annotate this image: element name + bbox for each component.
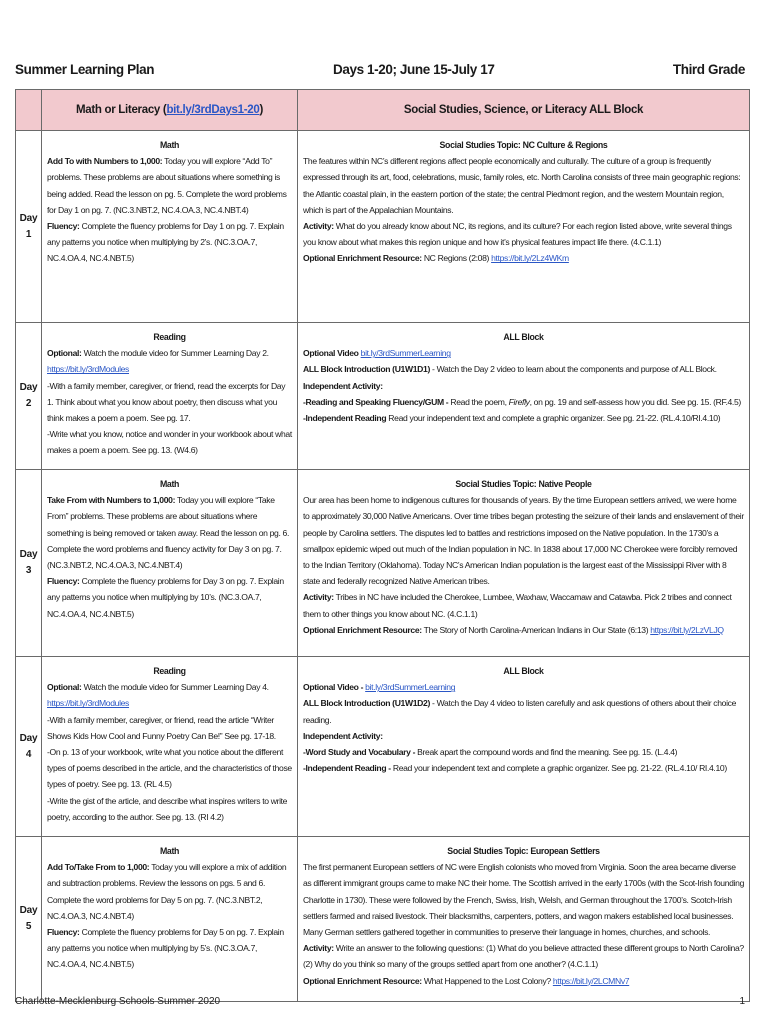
fluency-text: Fluency: Complete the fluency problems for Day 1 on pg. 7. Explain any patterns you notice when multiplying by 2’s. (NC.3.OA.7, NC.4.OA.4, NC.4.NBT.5) [47,221,284,264]
lesson-text: Optional: Watch the module video for Summer Learning Day 2. [47,348,269,359]
subject-heading: Math [159,479,180,489]
resource-link[interactable]: https://bit.ly/2Lz4WKm [491,253,569,264]
lesson-text: -On p. 13 of your workbook, write what you notice about the different types of poems described in the article, and the characteristics of those types of poetry. See pg. 13. (RL 4.5) [47,747,292,790]
right-cell [298,470,750,657]
day-label: Day 1 [16,131,42,323]
subject-heading: Math [159,846,180,856]
lesson-text: Add To/Take From to 1,000: Today you will explore a mix of addition and subtraction problems. Review the lessons on pgs. 5 and 6. Complete the word problems for Day 5 on pg. 7. (NC.3.NBT.2, NC.4.OA.3, NC.4.NBT.4) [47,862,287,921]
resource-link[interactable]: https://bit.ly/2LzVLJQ [650,624,724,635]
video-link[interactable]: bit.ly/3rdSummerLearning [365,682,456,693]
day-row [16,323,750,470]
page-footer [15,996,745,1007]
corner-cell [16,90,42,131]
day-row [16,131,750,323]
lesson-text: Add To with Numbers to 1,000: Today you will explore “Add To” problems. These problems are about situations where something is being added. Read the lesson on pg. 5. Complete the word problems for Day 1 on pg. 7. (NC.3.NBT.2, NC.4.OA.3, NC.4.NBT.4) [47,156,287,215]
activity-text: -Independent Reading - Read your independent text and complete a graphic organizer. See pg. 21-22. (RL.4.10/ RI.4.10) [303,763,727,774]
topic-heading: Social Studies Topic: NC Culture & Regions [439,140,608,150]
page-header [15,62,745,82]
resource-link[interactable]: https://bit.ly/2LCMNv7 [552,975,630,986]
day-label: Day 3 [16,470,42,657]
topic-heading: Social Studies Topic: Native People [455,479,592,489]
footer-org: Charlotte-Mecklenburg Schools Summer 2020 [15,996,221,1007]
subject-heading: Reading [153,332,186,342]
left-cell [42,323,298,470]
days-link[interactable]: bit.ly/3rdDays1-20 [166,104,260,116]
activity-text: -Word Study and Vocabulary - Break apart the compound words and find the meaning. See pg. 15. (L.4.4) [303,747,678,758]
lesson-text: Take From with Numbers to 1,000: Today you will explore “Take From” problems. These problems are about situations where something is being removed or taken away. Read the lesson on pg. 6. Complete the word problems and fluency activity for Day 3 on pg. 7. (NC.3.NBT.2, NC.4.OA.3, NC.4.NBT.4) [47,495,289,571]
right-column-header: Social Studies, Science, or Literacy ALL Block [298,90,750,131]
intro-text: ALL Block Introduction (U1W1D1) - Watch the Day 2 video to learn about the components and purpose of ALL Block. [303,364,717,375]
enrichment-text: Optional Enrichment Resource: NC Regions (2:08) https://bit.ly/2Lz4WKm [303,253,569,264]
topic-heading: Social Studies Topic: European Settlers [447,846,600,856]
activity-text: Activity: Tribes in NC have included the Cherokee, Lumbee, Waxhaw, Waccamaw and Catawba. Pick 2 tribes and connect them to other things you know about NC. (4.C.1.1) [303,592,732,619]
activity-heading: Independent Activity: [303,730,383,741]
day-label: Day 5 [16,837,42,1002]
module-video-link[interactable]: https://bit.ly/3rdModules [47,698,130,709]
enrichment-text: Optional Enrichment Resource: What Happened to the Lost Colony? https://bit.ly/2LCMNv7 [303,975,630,986]
video-link[interactable]: bit.ly/3rdSummerLearning [360,348,451,359]
intro-text: ALL Block Introduction (U1W1D2) - Watch the Day 4 video to listen carefully and ask questions of others about their choice reading. [303,698,737,725]
topic-text: Our area has been home to indigenous cultures for thousands of years. By the time European settlers arrived, we were home to approximately 30,000 Native Americans. Over time tribes began protesting the seizure of their lands and enslavement of their people by Carolina settlers. The disputes led to battles and restrictions imposed on the Native population. In the 1730’s a smallpox epidemic wiped out much of the Indian population in NC. In 1838 about 17,000 NC Cherokee were forcibly removed to the Indian Territory (Oklahoma). Today NC’s American Indian population is the largest east of the Mississippi River with 8 state and federally recognized Native American tribes. [303,495,744,587]
fluency-text: Fluency: Complete the fluency problems for Day 5 on pg. 7. Explain any patterns you notice when multiplying by 5’s. (NC.3.OA.7, NC.4.OA.4, NC.4.NBT.5) [47,927,284,970]
left-column-header: Math or Literacy (bit.ly/3rdDays1-20) [42,90,298,131]
left-cell [42,837,298,1002]
column-header-row [16,90,750,131]
subject-heading: Reading [153,666,186,676]
right-cell [298,837,750,1002]
lesson-text: Optional: Watch the module video for Summer Learning Day 4. [47,682,269,693]
plan-title: Summer Learning Plan [15,62,155,77]
right-cell [298,131,750,323]
lesson-text: -With a family member, caregiver, or friend, read the article “Writer Shows Kids How Cool and Funny Poetry Can Be!” See pg. 17-18. [47,714,276,741]
activity-text: Activity: What do you already know about NC, its regions, and its culture? For each region listed above, write several things you know about what makes this region unique and how it’s physical features impact life there. (4.C.1.1) [303,221,732,248]
schedule-table [15,89,750,1002]
activity-text: Activity: Write an answer to the following questions: (1) What do you believe attracted these different groups to North Carolina? (2) Why do you think so many of the groups settled apart from one another? (4.C.1.1) [303,943,744,970]
page-number: 1 [739,996,745,1007]
day-row [16,657,750,837]
right-cell: ALL Block Optional Video bit.ly/3rdSummerLearning ALL Block Introduction (U1W1D1) - Watch the Day 2 video to learn about the components and purpose of ALL Block. Independent Activity: -Reading and Speaking Fluency/GUM - Read the poem, Firefly, on pg. 19 and self-assess how you did. See pg. 15. (RF.4.5) -Independent Reading Read your independent text and complete a graphic organizer. See pg. 21-22. (RL.4.10/RI.4.10) [298,323,750,470]
grade-label: Third Grade [672,62,745,77]
day-row [16,837,750,1002]
day-label: Day 4 [16,657,42,837]
left-cell [42,657,298,837]
date-range: Days 1-20; June 15-July 17 [333,62,495,77]
lesson-text: -Write the gist of the article, and describe what inspires writers to write poetry, according to the author. See pg. 13. (RI 4.2) [47,795,288,822]
topic-heading: ALL Block [503,666,544,676]
enrichment-text: Optional Enrichment Resource: The Story of North Carolina-American Indians in Our State (6:13) https://bit.ly/2LzVLJQ [303,624,724,635]
activity-text: -Independent Reading Read your independent text and complete a graphic organizer. See pg. 21-22. (RL.4.10/RI.4.10) [303,413,721,424]
topic-text: The first permanent European settlers of NC were English colonists who moved from Virginia. Soon the area became diverse as different immigrant groups came to make NC their home. The Scottish arrived in the early 1700s (with the Scot-Irish founding Charlotte in 1730). These were followed by the French, Swiss, Irish, Welsh, and German throughout the 1700’s. Scotch-Irish settlers farmed and raised livestock. Their blacksmiths, carpenters, potters, and wagon makers established local businesses. Many German settlers gathered together in communities to preserve their language in homes, churches, and schools. [303,862,745,938]
left-cell [42,470,298,657]
topic-heading: ALL Block [503,332,544,342]
right-cell: ALL Block Optional Video - bit.ly/3rdSummerLearning ALL Block Introduction (U1W1D2) - Watch the Day 4 video to listen carefully and ask questions of others about their choice reading. Independent Activity: -Word Study and Vocabulary - Break apart the compound words and find the meaning. See pg. 15. (L.4.4) -Independent Reading - Read your independent text and complete a graphic organizer. See pg. 21-22. (RL.4.10/ RI.4.10) [298,657,750,837]
fluency-text: Fluency: Complete the fluency problems for Day 3 on pg. 7. Explain any patterns you notice when multiplying by 10’s. (NC.3.OA.7, NC.4.OA.4, NC.4.NBT.5) [47,576,284,619]
lesson-text: -Write what you know, notice and wonder in your workbook about what makes a poem a poem. See pg. 13. (W4.6) [47,429,292,456]
activity-text: -Reading and Speaking Fluency/GUM - Read the poem, Firefly, on pg. 19 and self-assess how you did. See pg. 15. (RF.4.5) [303,396,741,407]
module-video-link[interactable]: https://bit.ly/3rdModules [47,364,130,375]
activity-heading: Independent Activity: [303,380,383,391]
day-row [16,470,750,657]
day-label: Day 2 [16,323,42,470]
subject-heading: Math [159,140,180,150]
lesson-text: -With a family member, caregiver, or friend, read the excerpts for Day 1. Think about what you know about poetry, then discuss what you think makes a poem a poem. See pg. 17. [47,380,286,424]
topic-text: The features within NC’s different regions affect people economically and culturally. The culture of a group is frequently expressed through its art, food, celebrations, music, family roles, etc. North Carolina consists of three main geographic regions: the Atlantic coastal plain, in the eastern portion of the state; the central Piedmont region, and the western Mountain region, which is part of the Appalachian Mountains. [303,156,741,215]
left-cell [42,131,298,323]
